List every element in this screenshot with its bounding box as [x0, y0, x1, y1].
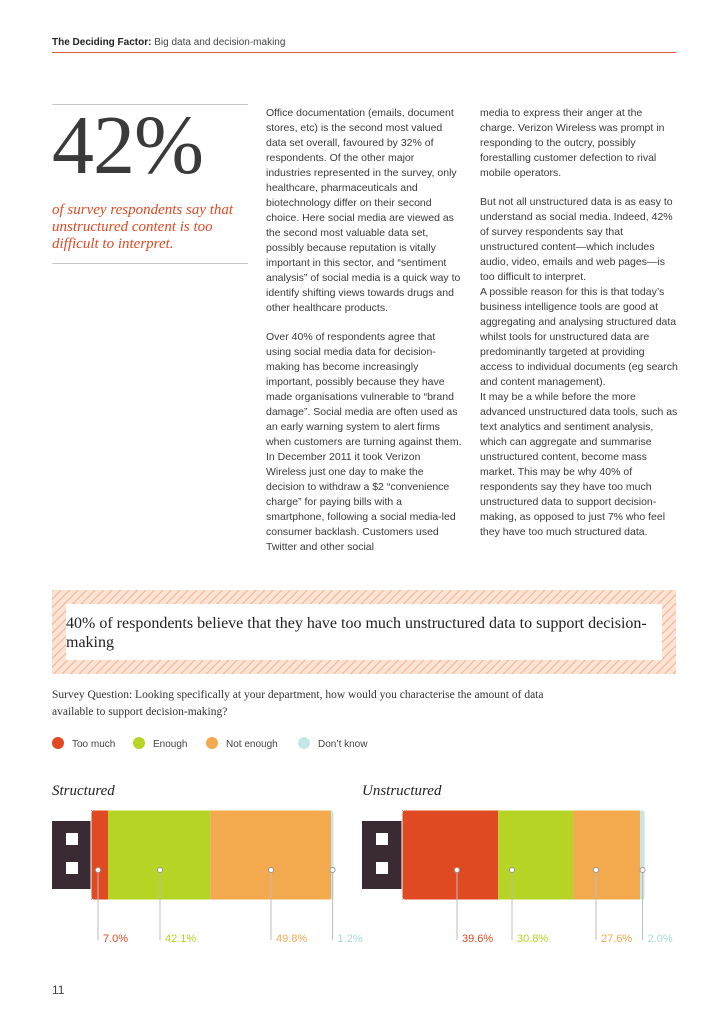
segment-enough — [108, 810, 210, 900]
legend-dot-icon — [298, 737, 310, 749]
legend-label: Don’t know — [318, 739, 368, 750]
paragraph: But not all unstructured data is as easy to understand as social media. Indeed, 42% of survey respondents say that unstructured content—which includes audio, video, emails and web pages—is too difficult to interpret. — [480, 196, 673, 283]
survey-question: Survey Question: Looking specifically at your department, how would you characterise the amount of data available to support decision-making? — [52, 689, 544, 718]
leader-dot-icon — [96, 868, 101, 873]
pct-label-too-much: 39.6% — [462, 933, 494, 945]
paragraph: media to express their anger at the charge. Verizon Wireless was prompt in responding to the outcry, possibly forestalling customer defection to rival mobile operators. — [480, 107, 665, 179]
usb-connector — [362, 821, 402, 889]
pct-label-not-enough: 49.8% — [276, 933, 308, 945]
usb-connector — [52, 821, 92, 889]
pct-label-don-t-know: 2.0% — [647, 933, 673, 945]
banner-text: 40% of respondents believe that they have too much unstructured data to support decision-making — [66, 615, 647, 651]
stat-value: 42% — [52, 99, 203, 192]
page-number: 11 — [52, 983, 65, 997]
running-header — [52, 37, 285, 48]
header-title: The Deciding Factor: — [52, 37, 152, 48]
pct-label-not-enough: 27.6% — [601, 933, 633, 945]
legend-label: Not enough — [226, 739, 278, 750]
pct-label-too-much: 7.0% — [103, 933, 129, 945]
pct-label-don-t-know: 1.2% — [337, 933, 363, 945]
highlight-banner — [52, 590, 676, 674]
segment-too-much — [91, 810, 108, 900]
header-subtitle: Big data and decision-making — [151, 37, 286, 48]
header-divider — [52, 52, 676, 53]
body-column-1 — [266, 106, 462, 569]
banner-panel — [66, 604, 662, 660]
stat-caption: of survey respondents say that unstructured content is too difficult to interpret. — [52, 202, 234, 252]
usb-pin-icon — [376, 833, 388, 845]
legend-dot-icon — [133, 737, 145, 749]
leader-dot-icon — [594, 868, 599, 873]
leader-dot-icon — [158, 868, 163, 873]
pct-label-enough: 42.1% — [165, 933, 197, 945]
leader-dot-icon — [330, 868, 335, 873]
usb-pin-icon — [66, 833, 78, 845]
segment-enough — [498, 810, 573, 900]
legend-item-enough — [133, 737, 187, 750]
segment-not-enough — [573, 810, 640, 900]
paragraph: Office documentation (emails, document stores, etc) is the second most valued data set overall, favoured by 32% of respondents. Of the other major industries represented in the survey, only healthcare, pharmaceuticals and biotechnology differ on their second choice. Here social media are viewed as the second most valuable data set, possibly because reputation is vitally important in this sector, and “sentiment analysis” of social media is a quick way to identify shifting views towards drugs and other healthcare products. — [266, 107, 461, 314]
paragraph: Over 40% of respondents agree that using social media data for decision-making has become increasingly important, possibly because they have made organisations vulnerable to “brand damage”. Social media are often used as an early warning system to alert firms when customers are turning against them. In December 2011 it took Verizon Wireless just one day to make the decision to withdraw a $2 “convenience charge” for paying bills with a smartphone, following a social media-led consumer backlash. Customers used Twitter and other social — [266, 331, 462, 553]
chart-title-structured: Structured — [52, 783, 115, 799]
legend-label: Enough — [153, 739, 188, 750]
paragraph: It may be a while before the more advanced unstructured data tools, such as text analytics and sentiment analysis, which can aggregate and summarise unstructured content, become mass market. This may be why 40% of respondents say they have too much unstructured data to support decision-making, as opposed to just 7% who feel they have too much structured data. — [480, 391, 678, 538]
usb-chart-structured — [52, 810, 335, 940]
paragraph: A possible reason for this is that today’s business intelligence tools are good at aggregating and analysing structured data whilst tools for unstructured data are predominantly targeted at providing access to individual documents (eg search and content management). — [480, 286, 678, 388]
chart-title-unstructured: Unstructured — [362, 783, 442, 799]
stat-bottom-rule — [52, 263, 248, 264]
usb-pin-icon — [66, 862, 78, 874]
segment-too-much — [402, 810, 498, 900]
leader-dot-icon — [269, 868, 274, 873]
leader-dot-icon — [640, 868, 645, 873]
legend-item-dont-know — [298, 737, 367, 750]
legend-item-not-enough — [206, 737, 278, 750]
legend-dot-icon — [52, 737, 64, 749]
leader-dot-icon — [510, 868, 515, 873]
legend-label: Too much — [72, 739, 116, 750]
usb-pin-icon — [376, 862, 388, 874]
pct-label-enough: 30.8% — [517, 933, 549, 945]
body-column-2 — [480, 106, 678, 554]
leader-dot-icon — [455, 868, 460, 873]
usb-chart-unstructured — [362, 810, 645, 940]
legend-item-too-much — [52, 737, 115, 750]
legend-dot-icon — [206, 737, 218, 749]
